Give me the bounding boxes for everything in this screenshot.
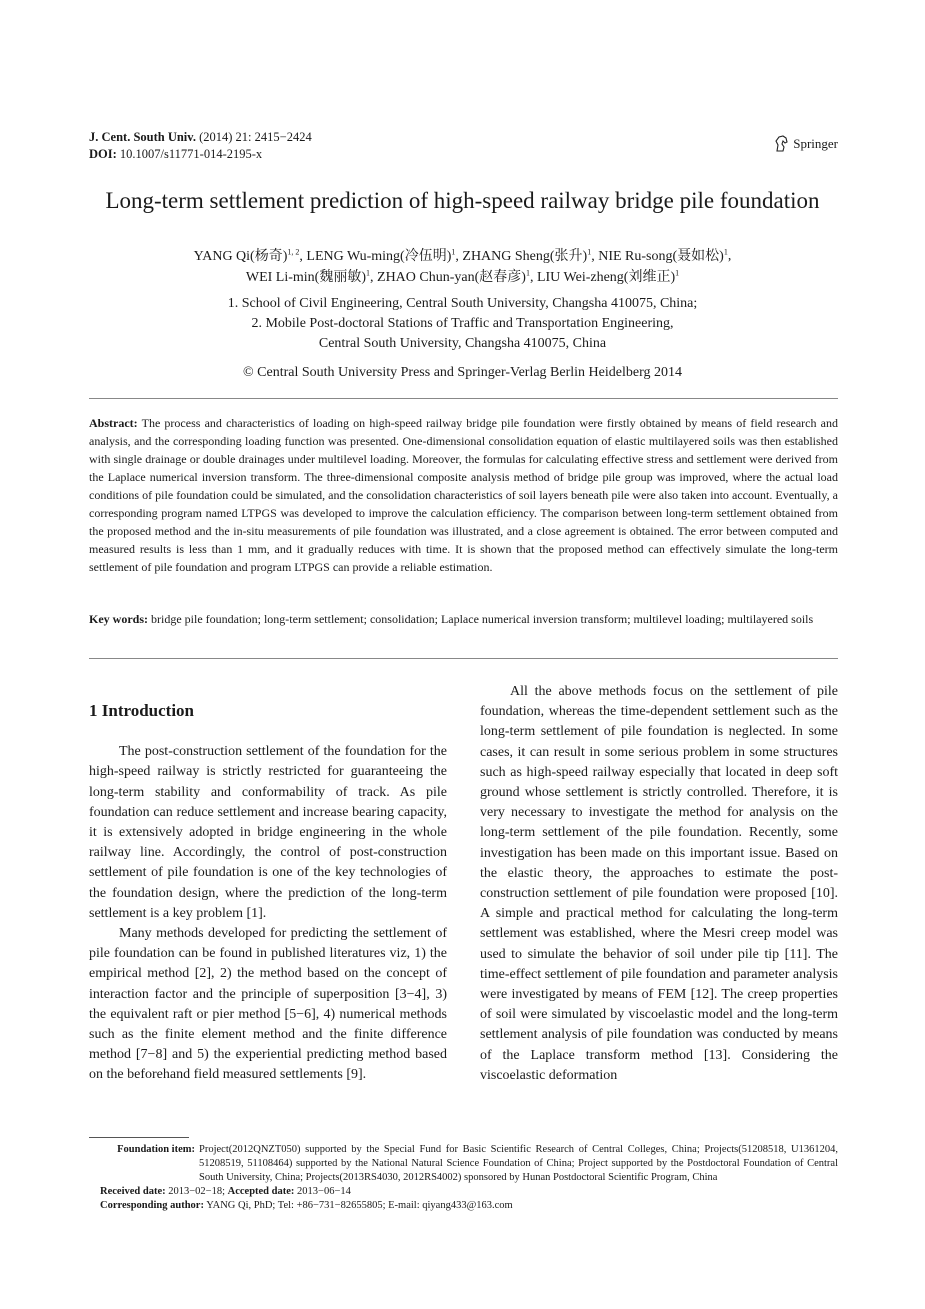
affiliation-2: 2. Mobile Post-doctoral Stations of Traffic and Transportation Engineering, (251, 316, 674, 331)
journal-name: J. Cent. South Univ. (89, 130, 196, 144)
author-nie-ru-song: , NIE Ru-song(聂如松)$^1$ (591, 247, 728, 264)
divider-top (89, 398, 838, 399)
author-contact: YANG Qi, PhD; Tel: +86−731−82655805; E-mail: qiyang433@163.com (206, 1200, 513, 1211)
affiliation-1: 1. School of Civil Engineering, Central South University, Changsha 410075, China; (227, 296, 698, 311)
author-zhang-sheng: , ZHANG Sheng(张升)$^1$ (455, 247, 592, 264)
keywords-text: bridge pile foundation; long-term settlement; consolidation; Laplace numerical inversion transform; multilevel loading; multilayered soils (151, 612, 814, 626)
doi-line (89, 146, 262, 163)
abstract (89, 414, 838, 576)
dates-line (89, 1185, 838, 1199)
footnotes (89, 1143, 838, 1213)
journal-line (89, 129, 312, 146)
left-column (89, 701, 447, 1086)
affiliation-3: Central South University, Changsha 410075, China (318, 336, 607, 351)
authors-line-2 (0, 263, 925, 288)
abstract-text: The process and characteristics of loading on high-speed railway bridge pile foundation were firstly obtained by means of field research and analysis, and the corresponding loading function was presented. One-dimensional consolidation equation of elastic multilayered soils was then established with single drainage or double drainages under multilevel loading. Moreover, the formulas for calculating effective stress and settlement were derived from the Laplace numerical inversion transform. The three-dimensional composite analysis method of bridge pile group was improved, where the actual load conditions of pile foundation could be simulated, and the consolidation characteristics of soil layers beneath pile were also taken into account. Eventually, a corresponding program named LTPGS was developed to improve the calculation efficiency. The comparison between long-term settlement obtained from the proposed method and the in-situ measurements of pile foundation was illustrated, and a close agreement is obtained. The error between computed and measured results is less than 1 mm, and it gradually reduces with time. It is shown that the proposed method can effectively simulate the long-term settlement of pile foundation and program LTPGS can provide a reliable estimation. (89, 416, 838, 574)
author-yang-qi: YANG Qi(杨奇)$^{1, 2}$ (193, 247, 300, 264)
publisher-name: Springer (793, 135, 838, 151)
foundation-text: Project(2012QNZT050) supported by the Special Fund for Basic Scientific Research of Central Colleges, China; Projects(51208518, U1361204, 51208519, 51108464) supported by the National Natural Science Foundation of China; Project supported by the Postdoctoral Foundation of Central South University, China; Projects(2013RS4030, 2012RS4002) sponsored by Hunan Postdoctoral Scientific Program, China (199, 1144, 838, 1183)
accepted-date: 2013−06−14 (297, 1186, 351, 1197)
springer-horse-icon (774, 135, 789, 152)
author-wei-li-min: WEI Li-min(魏丽敏)$^1$ (245, 268, 371, 285)
intro-paragraph-2: Many methods developed for predicting the settlement of pile foundation can be found in published literatures viz, 1) the empirical method [2], 2) the method based on the concept of interaction factor and the principle of superposition [3−4], 3) the equivalent raft or pier method [5−6], 4) numerical methods such as the finite element method and the finite difference method [7−8] and 5) the experiential predicting method based on the beforehand field measured settlements [9]. (89, 926, 447, 1083)
foundation-label: Foundation item: (117, 1144, 195, 1155)
foundation-item (89, 1143, 838, 1185)
right-column (480, 682, 838, 1086)
doi-value[interactable]: 10.1007/s11771-014-2195-x (119, 147, 263, 161)
received-label: Received date: (100, 1186, 166, 1197)
author-separator: , (727, 248, 732, 264)
keywords-label: Key words: (89, 612, 148, 626)
author-leng-wu-ming: , LENG Wu-ming(冷伍明)$^1$ (299, 247, 456, 264)
section-heading: 1 Introduction (89, 701, 195, 720)
author-liu-wei-zheng: , LIU Wei-zheng(刘维正)$^1$ (529, 268, 680, 285)
footnote-rule (89, 1137, 189, 1138)
intro-paragraph-3: All the above methods focus on the settlement of pile foundation, whereas the time-dependent settlement such as the long-term settlement of pile foundation is neglected. In some cases, it can result in some serious problem in some structures such as high-speed railway especially that located in deep soft ground whose settlement is strictly controlled. Therefore, it is very necessary to investigate the method for analysis on the long-term settlement of the pile foundation. Recently, some investigation has been made on this important issue. Based on the elastic theory, the approaches to estimate the post-construction settlement of pile foundation were proposed [10]. A simple and practical method for calculating the long-term settlement was established, where the Mesri creep model was used to simulate the behavior of soil under pile tip [11]. The time-effect settlement of pile foundation and parameter analysis were investigated by means of FEM [12]. The creep properties of soil were simulated by viscoelastic model and the long-term settlement analysis of pile foundation was conducted by means of the Laplace transform method [13]. Considering the viscoelastic deformation (480, 684, 838, 1083)
author-zhao-chun-yan: , ZHAO Chun-yan(赵春彦)$^1$ (370, 268, 530, 285)
publisher-logo (774, 135, 838, 152)
paper-title: Long-term settlement prediction of high-speed railway bridge pile foundation (105, 188, 820, 213)
author-label: Corresponding author: (100, 1200, 204, 1211)
abstract-label: Abstract: (89, 416, 138, 430)
accepted-label: Accepted date: (227, 1186, 295, 1197)
keywords (89, 610, 838, 628)
journal-citation: (2014) 21: 2415−2424 (199, 130, 312, 144)
corresponding-author (89, 1199, 838, 1213)
divider-bottom (89, 658, 838, 659)
doi-label: DOI: (89, 147, 117, 161)
copyright: © Central South University Press and Springer-Verlag Berlin Heidelberg 2014 (243, 365, 682, 380)
intro-paragraph-1: The post-construction settlement of the foundation for the high-speed railway is strictly restricted for guaranteeing the long-term stability and conformability of track. As pile foundation can reduce settlement and increase bearing capacity, it is extensively adopted in bridge engineering in the whole railway line. Accordingly, the control of post-construction settlement of pile foundation is one of the key technologies of the foundation design, where the prediction of the long-term settlement is a key problem [1]. (89, 744, 447, 921)
received-date: 2013−02−18; (168, 1186, 225, 1197)
